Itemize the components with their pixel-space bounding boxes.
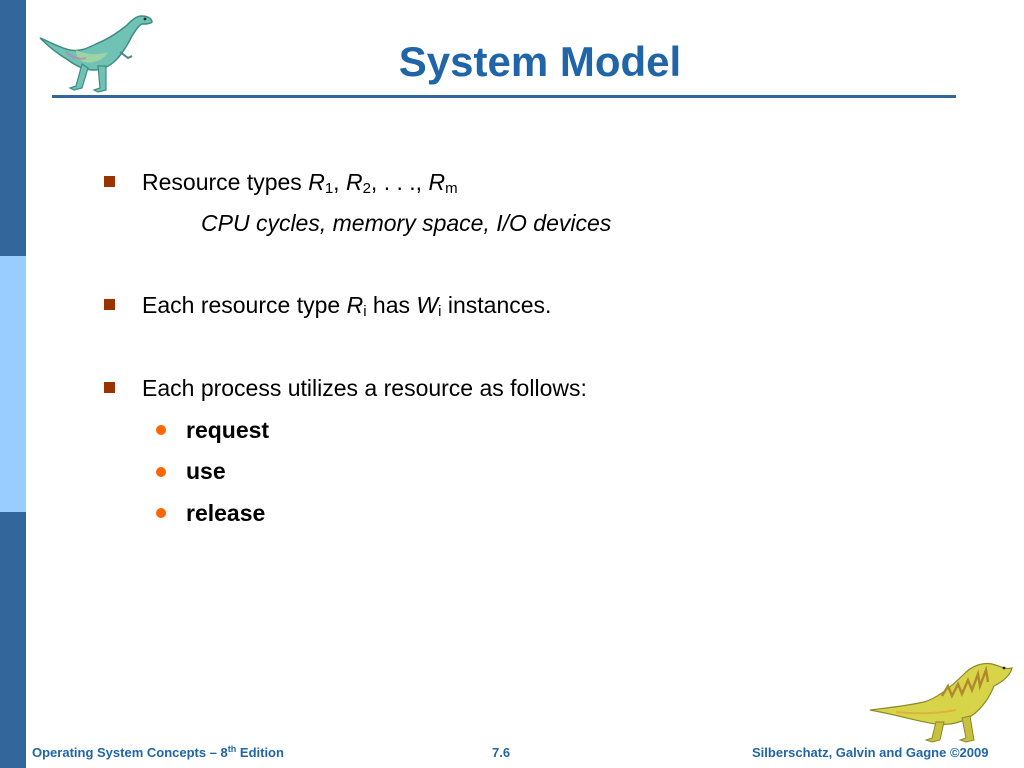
resource-symbol: R [428, 169, 446, 195]
bullet-resource-types [142, 168, 458, 196]
subitem-release: release [186, 500, 266, 526]
separator: , . . ., [370, 169, 429, 195]
footer-authors: Silberschatz, Galvin and Gagne ©2009 [752, 745, 989, 760]
subscript: i [363, 303, 367, 320]
round-bullet-icon [156, 467, 166, 477]
square-bullet-icon [104, 299, 115, 310]
square-bullet-icon [104, 176, 115, 187]
resource-symbol: R [308, 169, 325, 195]
bullet-resource-instances [142, 291, 551, 319]
round-bullet-icon [156, 425, 166, 435]
title-divider [52, 95, 956, 98]
footer-text: Edition [236, 745, 284, 760]
subscript: 1 [324, 180, 334, 197]
bullet-text: Each resource type [142, 292, 347, 318]
subscript: m [445, 180, 458, 197]
round-bullet-icon [156, 508, 166, 518]
subitem-request: request [186, 417, 270, 443]
separator: , [333, 169, 346, 195]
footer-superscript: th [227, 744, 237, 754]
dinosaur-icon [866, 656, 1016, 746]
subitem-use: use [186, 458, 226, 484]
footer-text: Operating System Concepts – 8 [32, 745, 228, 760]
subscript: 2 [362, 180, 371, 197]
bullet-process-utilization: Each process utilizes a resource as follows: [142, 375, 587, 401]
dinosaur-icon [36, 8, 158, 96]
instance-symbol: W [416, 292, 439, 318]
subscript: i [438, 303, 442, 320]
bullet-text: instances. [441, 292, 552, 318]
resource-examples: CPU cycles, memory space, I/O devices [201, 210, 612, 236]
slide-title: System Model [398, 38, 682, 85]
square-bullet-icon [104, 382, 115, 393]
resource-symbol: R [346, 292, 364, 318]
resource-symbol: R [345, 169, 363, 195]
sidebar-middle-segment [0, 256, 26, 512]
bullet-text: has [366, 292, 417, 318]
bullet-text: Resource types [142, 169, 309, 195]
sidebar-top-segment [0, 0, 26, 256]
footer-book-title [32, 745, 284, 760]
sidebar-bottom-segment [0, 512, 26, 768]
left-sidebar [0, 0, 26, 768]
slide-number: 7.6 [492, 745, 511, 760]
